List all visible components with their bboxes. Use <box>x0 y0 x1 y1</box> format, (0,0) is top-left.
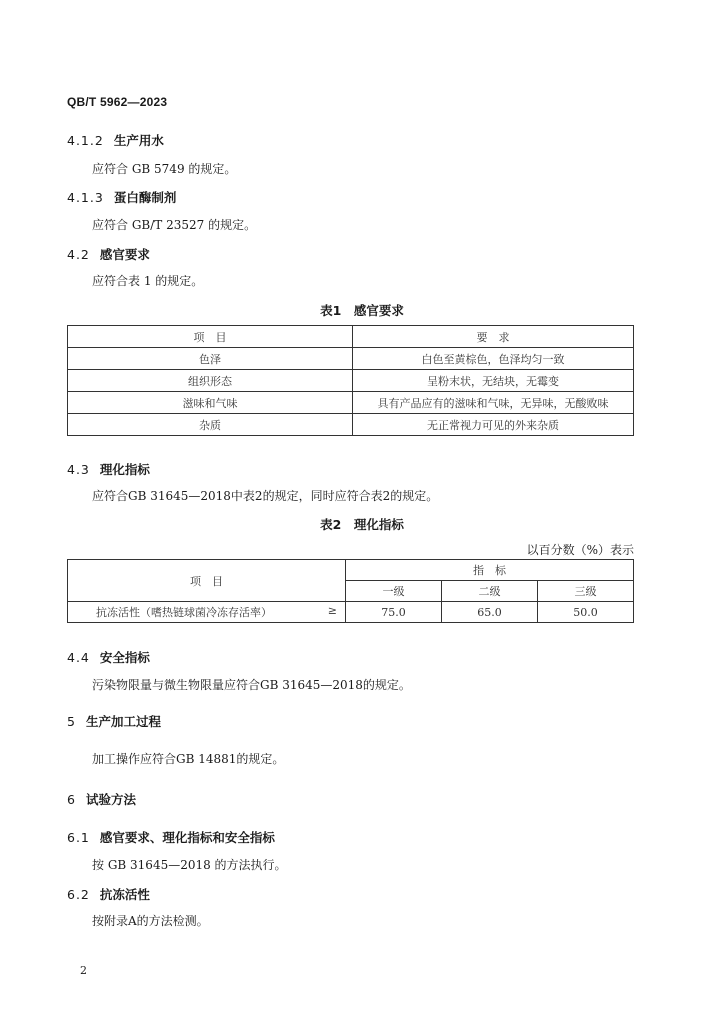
section-6-1-text: 按 GB 31645—2018 的方法执行。 <box>92 858 287 872</box>
table-cell: 色泽 <box>68 348 353 370</box>
section-6-1-heading <box>67 828 275 846</box>
section-number: 4.1.3 <box>67 190 104 205</box>
section-4-1-3-text: 应符合 GB/T 23527 的规定。 <box>92 218 257 232</box>
section-title: 抗冻活性 <box>99 887 150 902</box>
section-4-1-3-heading <box>67 188 176 206</box>
section-6-heading <box>67 790 136 808</box>
section-number: 4.2 <box>67 247 90 262</box>
row-label: 抗冻活性（嗜热链球菌冷冻存活率） <box>96 606 272 619</box>
table-cell: 75.0 <box>346 602 442 623</box>
table-row <box>68 414 634 436</box>
table-header-cell: 项 目 <box>68 326 353 348</box>
section-5-heading <box>67 712 161 730</box>
standard-code: QB/T 5962—2023 <box>67 95 168 109</box>
table-cell: 呈粉末状，无结块，无霉变 <box>353 370 634 392</box>
section-title: 试验方法 <box>85 792 136 807</box>
table-header-cell: 二级 <box>442 581 538 602</box>
table-cell: 组织形态 <box>68 370 353 392</box>
table-row <box>68 370 634 392</box>
section-number: 6.2 <box>67 887 90 902</box>
section-title: 蛋白酶制剂 <box>113 190 177 205</box>
section-title: 生产加工过程 <box>85 714 161 729</box>
table-cell: 无正常视力可见的外来杂质 <box>353 414 634 436</box>
table-cell: 滋味和气味 <box>68 392 353 414</box>
table-header-cell: 三级 <box>538 581 634 602</box>
table2-caption: 表2 理化指标 <box>320 517 404 532</box>
section-4-4-heading <box>67 648 150 666</box>
greater-equal-symbol: ≥ <box>327 604 337 617</box>
section-number: 6 <box>67 792 76 807</box>
section-6-2-text: 按附录A的方法检测。 <box>92 914 209 928</box>
table2-physicochemical-indices <box>67 559 634 623</box>
table-cell <box>68 602 346 623</box>
section-4-3-text: 应符合GB 31645—2018中表2的规定，同时应符合表2的规定。 <box>92 489 439 503</box>
section-title: 感官要求、理化指标和安全指标 <box>99 830 275 845</box>
section-6-2-heading <box>67 885 150 903</box>
table-cell: 白色至黄棕色，色泽均匀一致 <box>353 348 634 370</box>
table1-caption: 表1 感官要求 <box>320 303 404 318</box>
section-4-1-2-heading <box>67 131 164 149</box>
table1-sensory-requirements <box>67 325 634 436</box>
table-cell: 65.0 <box>442 602 538 623</box>
section-4-4-text: 污染物限量与微生物限量应符合GB 31645—2018的规定。 <box>92 678 411 692</box>
table-row <box>68 602 634 623</box>
section-4-1-2-text: 应符合 GB 5749 的规定。 <box>92 162 237 176</box>
section-title: 感官要求 <box>99 247 150 262</box>
table-header-cell: 项 目 <box>68 560 346 602</box>
section-number: 6.1 <box>67 830 90 845</box>
table-header-cell: 要 求 <box>353 326 634 348</box>
table-header-row <box>68 326 634 348</box>
table-row <box>68 348 634 370</box>
section-number: 4.3 <box>67 462 90 477</box>
section-number: 5 <box>67 714 76 729</box>
section-number: 4.4 <box>67 650 90 665</box>
table-header-cell: 一级 <box>346 581 442 602</box>
table2-unit-note: 以百分数（%）表示 <box>526 543 634 557</box>
table-row <box>68 392 634 414</box>
table-header-row <box>68 560 634 581</box>
section-title: 生产用水 <box>113 133 164 148</box>
section-4-2-heading <box>67 245 150 263</box>
section-4-2-text: 应符合表 1 的规定。 <box>92 274 204 288</box>
section-number: 4.1.2 <box>67 133 104 148</box>
section-4-3-heading <box>67 460 150 478</box>
table-cell: 50.0 <box>538 602 634 623</box>
table-header-cell: 指 标 <box>346 560 634 581</box>
section-title: 理化指标 <box>99 462 150 477</box>
table-cell: 杂质 <box>68 414 353 436</box>
section-5-text: 加工操作应符合GB 14881的规定。 <box>92 752 285 766</box>
section-title: 安全指标 <box>99 650 150 665</box>
table-cell: 具有产品应有的滋味和气味，无异味，无酸败味 <box>353 392 634 414</box>
page-number: 2 <box>80 964 87 977</box>
